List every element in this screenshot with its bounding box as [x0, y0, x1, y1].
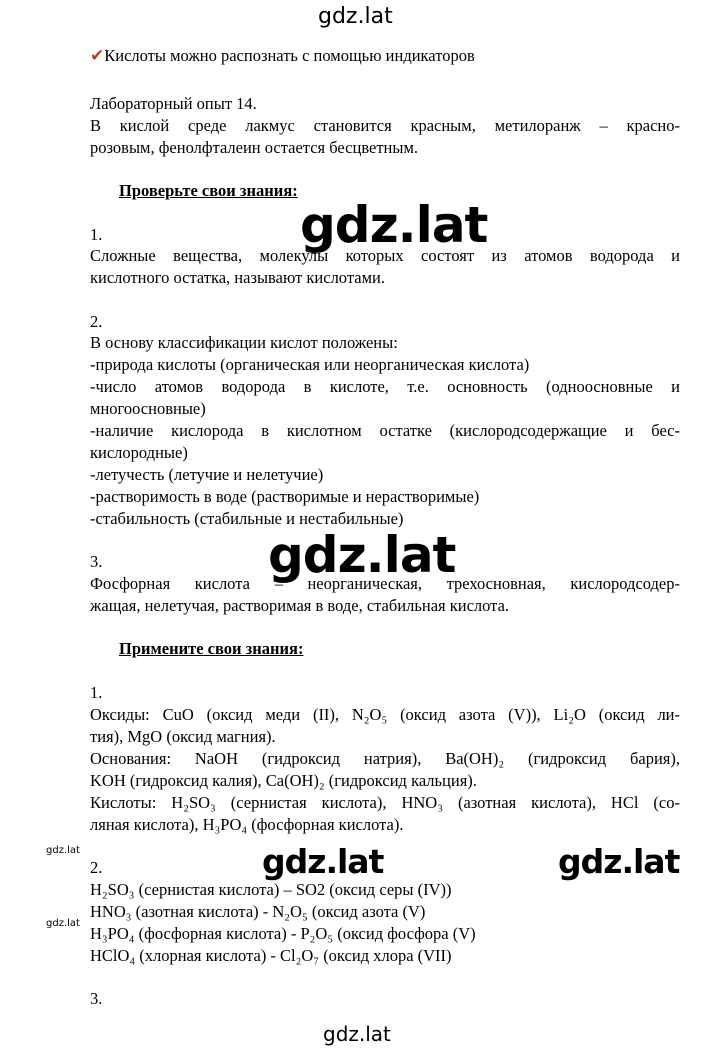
list-item: -летучесть (летучие и нелетучие) — [90, 465, 324, 484]
item-number: 1. — [90, 683, 103, 702]
watermark-large: gdz.lat — [268, 526, 456, 584]
paragraph-line: Основания: NaOH (гидроксид натрия), Ba(OH)₂ (гидроксид бария), — [90, 749, 680, 768]
item-number: 2. — [90, 312, 103, 331]
paragraph-line: Оксиды: CuO (оксид меди (II), N₂O₅ (оксид азота (V)), Li₂O (оксид ли- — [90, 705, 680, 724]
paragraph-line: Фосфорная кислота – неорганическая, трехосновная, кислородсодер- — [90, 574, 680, 593]
watermark-small: gdz.lat — [46, 918, 80, 929]
section-heading-apply: Примените свои знания: — [119, 639, 304, 658]
formula-line: H₂SO₃ (сернистая кислота) – SO2 (оксид серы (IV)) — [90, 880, 452, 899]
list-item: -наличие кислорода в кислотном остатке (кислородсодержащие и бес- — [90, 421, 680, 440]
paragraph-line: Кислоты: H₂SO₃ (сернистая кислота), HNO₃ (азотная кислота), HCl (со- — [90, 793, 680, 812]
paragraph-line: жащая, нелетучая, растворимая в воде, стабильная кислота. — [90, 596, 510, 615]
lead-line — [90, 46, 475, 66]
list-item-cont: кислородные) — [90, 443, 188, 462]
paragraph-line: кислотного остатка, называют кислотами. — [90, 268, 385, 287]
list-item: -число атомов водорода в кислоте, т.е. основность (одноосновные и — [90, 377, 680, 396]
paragraph-line: В основу классификации кислот положены: — [90, 333, 398, 352]
formula-line: HClO₄ (хлорная кислота) - Cl₂O₇ (оксид хлора (VII) — [90, 946, 452, 965]
watermark-top: gdz.lat — [318, 4, 393, 29]
item-number: 3. — [90, 552, 103, 571]
item-number: 2. — [90, 858, 103, 877]
formula-line: HNO₃ (азотная кислота) - N₂O₅ (оксид азота (V) — [90, 902, 426, 921]
paragraph-line: розовым, фенолфталеин остается бесцветным. — [90, 138, 419, 157]
paragraph-line: тия), MgO (оксид магния). — [90, 727, 276, 746]
item-number: 1. — [90, 225, 103, 244]
paragraph-line: Сложные вещества, молекулы которых состоят из атомов водорода и — [90, 246, 680, 265]
lab-title: Лабораторный опыт 14. — [90, 94, 257, 113]
watermark-medium: gdz.lat — [558, 842, 680, 881]
section-heading-check: Проверьте свои знания: — [119, 181, 298, 200]
watermark-bottom: gdz.lat — [323, 1022, 391, 1046]
item-number: 3. — [90, 989, 103, 1008]
formula-line: H₃PO₄ (фосфорная кислота) - P₂O₅ (оксид фосфора (V) — [90, 924, 476, 943]
paragraph-line: KOH (гидроксид калия), Ca(OH)₂ (гидроксид кальция). — [90, 771, 477, 790]
list-item: -растворимость в воде (растворимые и нерастворимые) — [90, 487, 480, 506]
checkmark-icon: ✔ — [90, 46, 105, 66]
lead-text: Кислоты можно распознать с помощью индикаторов — [104, 46, 475, 65]
paragraph-line: В кислой среде лакмус становится красным, метилоранж – красно- — [90, 116, 680, 135]
list-item-cont: многоосновные) — [90, 399, 206, 418]
list-item: -природа кислоты (органическая или неорганическая кислота) — [90, 355, 530, 374]
watermark-medium: gdz.lat — [262, 842, 384, 881]
watermark-small: gdz.lat — [46, 845, 80, 856]
watermark-large: gdz.lat — [300, 196, 488, 254]
list-item: -стабильность (стабильные и нестабильные) — [90, 509, 404, 528]
paragraph-line: ляная кислота), H₃PO₄ (фосфорная кислота). — [90, 815, 404, 834]
